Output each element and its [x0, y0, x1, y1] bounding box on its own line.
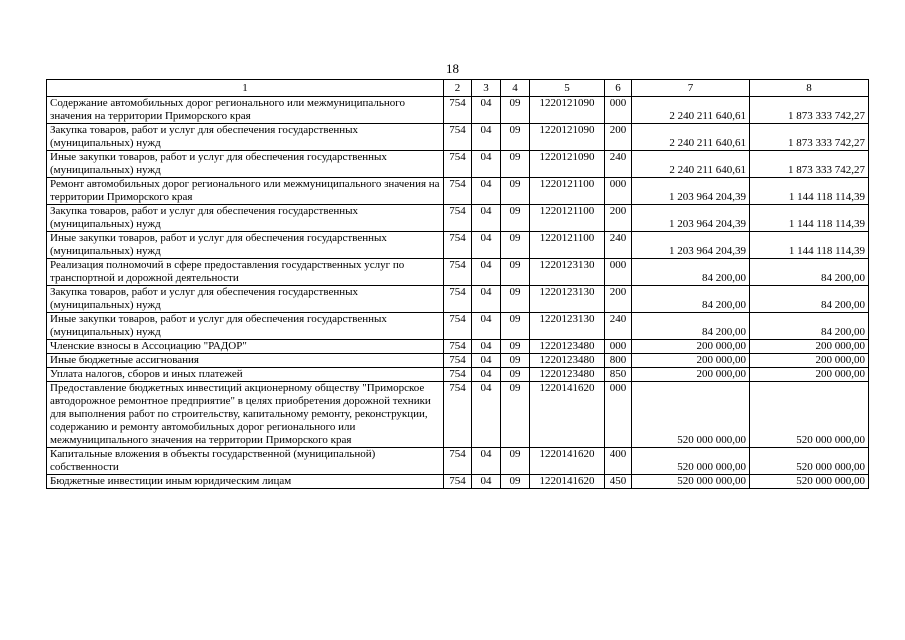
- row-name: Бюджетные инвестиции иным юридическим лицам: [47, 475, 444, 489]
- cell-code-subsection: 09: [501, 97, 530, 124]
- cell-code-section: 04: [472, 354, 501, 368]
- cell-amount-col7: 520 000 000,00: [632, 475, 750, 489]
- cell-code-target: 1220123130: [530, 313, 605, 340]
- cell-code-expense-type: 200: [605, 205, 632, 232]
- cell-amount-col8: 200 000,00: [750, 340, 869, 354]
- cell-code-section: 04: [472, 178, 501, 205]
- table-row: [47, 313, 869, 340]
- header-row: [47, 80, 869, 97]
- cell-code-expense-type: 240: [605, 151, 632, 178]
- budget-table: [46, 79, 869, 489]
- cell-code-expense-type: 400: [605, 448, 632, 475]
- cell-code-target: 1220141620: [530, 382, 605, 448]
- table-row: [47, 340, 869, 354]
- cell-code-subsection: 09: [501, 124, 530, 151]
- cell-code-section: 04: [472, 340, 501, 354]
- cell-code-admin: 754: [444, 448, 472, 475]
- table-body: [47, 80, 869, 489]
- cell-code-target: 1220141620: [530, 448, 605, 475]
- cell-code-admin: 754: [444, 205, 472, 232]
- cell-code-target: 1220123480: [530, 354, 605, 368]
- cell-code-subsection: 09: [501, 475, 530, 489]
- row-name: Иные закупки товаров, работ и услуг для обеспечения государственных (муниципальных) нужд: [47, 313, 444, 340]
- cell-amount-col8: 1 873 333 742,27: [750, 124, 869, 151]
- table-row: [47, 354, 869, 368]
- cell-code-subsection: 09: [501, 232, 530, 259]
- cell-amount-col7: 84 200,00: [632, 259, 750, 286]
- cell-code-admin: 754: [444, 475, 472, 489]
- cell-amount-col7: 2 240 211 640,61: [632, 151, 750, 178]
- cell-code-admin: 754: [444, 382, 472, 448]
- cell-code-subsection: 09: [501, 259, 530, 286]
- cell-code-section: 04: [472, 259, 501, 286]
- cell-amount-col8: 1 144 118 114,39: [750, 205, 869, 232]
- cell-amount-col8: 200 000,00: [750, 354, 869, 368]
- cell-code-target: 1220121090: [530, 97, 605, 124]
- column-header-6: 6: [605, 80, 632, 97]
- cell-code-target: 1220121100: [530, 205, 605, 232]
- row-name: Членские взносы в Ассоциацию "РАДОР": [47, 340, 444, 354]
- cell-amount-col7: 1 203 964 204,39: [632, 178, 750, 205]
- cell-code-admin: 754: [444, 97, 472, 124]
- cell-amount-col7: 200 000,00: [632, 354, 750, 368]
- cell-code-target: 1220121100: [530, 178, 605, 205]
- cell-code-expense-type: 000: [605, 340, 632, 354]
- table-row: [47, 151, 869, 178]
- cell-amount-col8: 1 144 118 114,39: [750, 178, 869, 205]
- row-name: Предоставление бюджетных инвестиций акционерному обществу "Приморское автодорожное ремонтное предприятие" в целях приобретения дорожной техники для выполнения работ по строительству, капитальному ремонту, реконструкции, содержанию и ремонту автомобильных дорог регионального или межмуниципального значения на территории Приморского края: [47, 382, 444, 448]
- cell-code-subsection: 09: [501, 368, 530, 382]
- cell-amount-col7: 520 000 000,00: [632, 448, 750, 475]
- cell-amount-col7: 200 000,00: [632, 340, 750, 354]
- cell-amount-col8: 520 000 000,00: [750, 475, 869, 489]
- cell-code-target: 1220121090: [530, 124, 605, 151]
- cell-amount-col7: 1 203 964 204,39: [632, 232, 750, 259]
- cell-amount-col8: 1 873 333 742,27: [750, 151, 869, 178]
- cell-code-section: 04: [472, 97, 501, 124]
- column-header-5: 5: [530, 80, 605, 97]
- cell-code-section: 04: [472, 286, 501, 313]
- cell-code-section: 04: [472, 448, 501, 475]
- row-name: Закупка товаров, работ и услуг для обеспечения государственных (муниципальных) нужд: [47, 286, 444, 313]
- cell-code-expense-type: 450: [605, 475, 632, 489]
- table-row: [47, 382, 869, 448]
- cell-code-admin: 754: [444, 368, 472, 382]
- cell-code-section: 04: [472, 205, 501, 232]
- cell-code-admin: 754: [444, 151, 472, 178]
- cell-code-admin: 754: [444, 340, 472, 354]
- cell-amount-col8: 200 000,00: [750, 368, 869, 382]
- cell-amount-col8: 520 000 000,00: [750, 382, 869, 448]
- cell-code-target: 1220123130: [530, 286, 605, 313]
- cell-code-admin: 754: [444, 259, 472, 286]
- cell-amount-col7: 200 000,00: [632, 368, 750, 382]
- row-name: Реализация полномочий в сфере предоставления государственных услуг по транспортной и дорожной деятельности: [47, 259, 444, 286]
- cell-code-subsection: 09: [501, 205, 530, 232]
- table-row: [47, 259, 869, 286]
- cell-code-section: 04: [472, 313, 501, 340]
- row-name: Иные бюджетные ассигнования: [47, 354, 444, 368]
- cell-code-target: 1220121090: [530, 151, 605, 178]
- cell-code-expense-type: 000: [605, 178, 632, 205]
- table-row: [47, 448, 869, 475]
- cell-code-section: 04: [472, 475, 501, 489]
- cell-code-expense-type: 240: [605, 232, 632, 259]
- cell-amount-col8: 520 000 000,00: [750, 448, 869, 475]
- table-row: [47, 475, 869, 489]
- cell-code-target: 1220123480: [530, 368, 605, 382]
- cell-code-subsection: 09: [501, 151, 530, 178]
- cell-code-expense-type: 200: [605, 286, 632, 313]
- row-name: Иные закупки товаров, работ и услуг для обеспечения государственных (муниципальных) нужд: [47, 151, 444, 178]
- cell-code-expense-type: 200: [605, 124, 632, 151]
- cell-amount-col8: 1 144 118 114,39: [750, 232, 869, 259]
- cell-code-target: 1220141620: [530, 475, 605, 489]
- page-number: 18: [446, 61, 459, 76]
- cell-code-section: 04: [472, 151, 501, 178]
- cell-code-section: 04: [472, 232, 501, 259]
- cell-code-admin: 754: [444, 286, 472, 313]
- row-name: Иные закупки товаров, работ и услуг для обеспечения государственных (муниципальных) нужд: [47, 232, 444, 259]
- cell-code-expense-type: 000: [605, 259, 632, 286]
- table-row: [47, 368, 869, 382]
- column-header-2: 2: [444, 80, 472, 97]
- cell-amount-col7: 520 000 000,00: [632, 382, 750, 448]
- cell-amount-col7: 2 240 211 640,61: [632, 124, 750, 151]
- cell-code-target: 1220123480: [530, 340, 605, 354]
- cell-code-subsection: 09: [501, 286, 530, 313]
- table-row: [47, 232, 869, 259]
- cell-code-subsection: 09: [501, 354, 530, 368]
- column-header-8: 8: [750, 80, 869, 97]
- cell-code-target: 1220121100: [530, 232, 605, 259]
- cell-code-expense-type: 000: [605, 97, 632, 124]
- cell-code-expense-type: 240: [605, 313, 632, 340]
- cell-amount-col8: 1 873 333 742,27: [750, 97, 869, 124]
- cell-code-subsection: 09: [501, 178, 530, 205]
- cell-code-admin: 754: [444, 124, 472, 151]
- cell-amount-col7: 2 240 211 640,61: [632, 97, 750, 124]
- cell-code-expense-type: 800: [605, 354, 632, 368]
- cell-amount-col7: 1 203 964 204,39: [632, 205, 750, 232]
- cell-code-admin: 754: [444, 313, 472, 340]
- cell-amount-col8: 84 200,00: [750, 286, 869, 313]
- table-row: [47, 124, 869, 151]
- cell-amount-col7: 84 200,00: [632, 313, 750, 340]
- row-name: Капитальные вложения в объекты государственной (муниципальной) собственности: [47, 448, 444, 475]
- cell-code-section: 04: [472, 124, 501, 151]
- column-header-7: 7: [632, 80, 750, 97]
- cell-amount-col8: 84 200,00: [750, 313, 869, 340]
- column-header-1: 1: [47, 80, 444, 97]
- cell-amount-col8: 84 200,00: [750, 259, 869, 286]
- cell-code-subsection: 09: [501, 340, 530, 354]
- table-row: [47, 205, 869, 232]
- cell-code-admin: 754: [444, 232, 472, 259]
- row-name: Содержание автомобильных дорог регионального или межмуниципального значения на территории Приморского края: [47, 97, 444, 124]
- cell-code-subsection: 09: [501, 382, 530, 448]
- cell-code-target: 1220123130: [530, 259, 605, 286]
- row-name: Уплата налогов, сборов и иных платежей: [47, 368, 444, 382]
- row-name: Закупка товаров, работ и услуг для обеспечения государственных (муниципальных) нужд: [47, 124, 444, 151]
- cell-amount-col7: 84 200,00: [632, 286, 750, 313]
- table-row: [47, 97, 869, 124]
- row-name: Ремонт автомобильных дорог регионального или межмуниципального значения на территории Приморского края: [47, 178, 444, 205]
- table-row: [47, 178, 869, 205]
- cell-code-admin: 754: [444, 178, 472, 205]
- cell-code-expense-type: 850: [605, 368, 632, 382]
- cell-code-section: 04: [472, 382, 501, 448]
- cell-code-subsection: 09: [501, 448, 530, 475]
- cell-code-section: 04: [472, 368, 501, 382]
- row-name: Закупка товаров, работ и услуг для обеспечения государственных (муниципальных) нужд: [47, 205, 444, 232]
- cell-code-admin: 754: [444, 354, 472, 368]
- table-row: [47, 286, 869, 313]
- column-header-3: 3: [472, 80, 501, 97]
- column-header-4: 4: [501, 80, 530, 97]
- cell-code-expense-type: 000: [605, 382, 632, 448]
- cell-code-subsection: 09: [501, 313, 530, 340]
